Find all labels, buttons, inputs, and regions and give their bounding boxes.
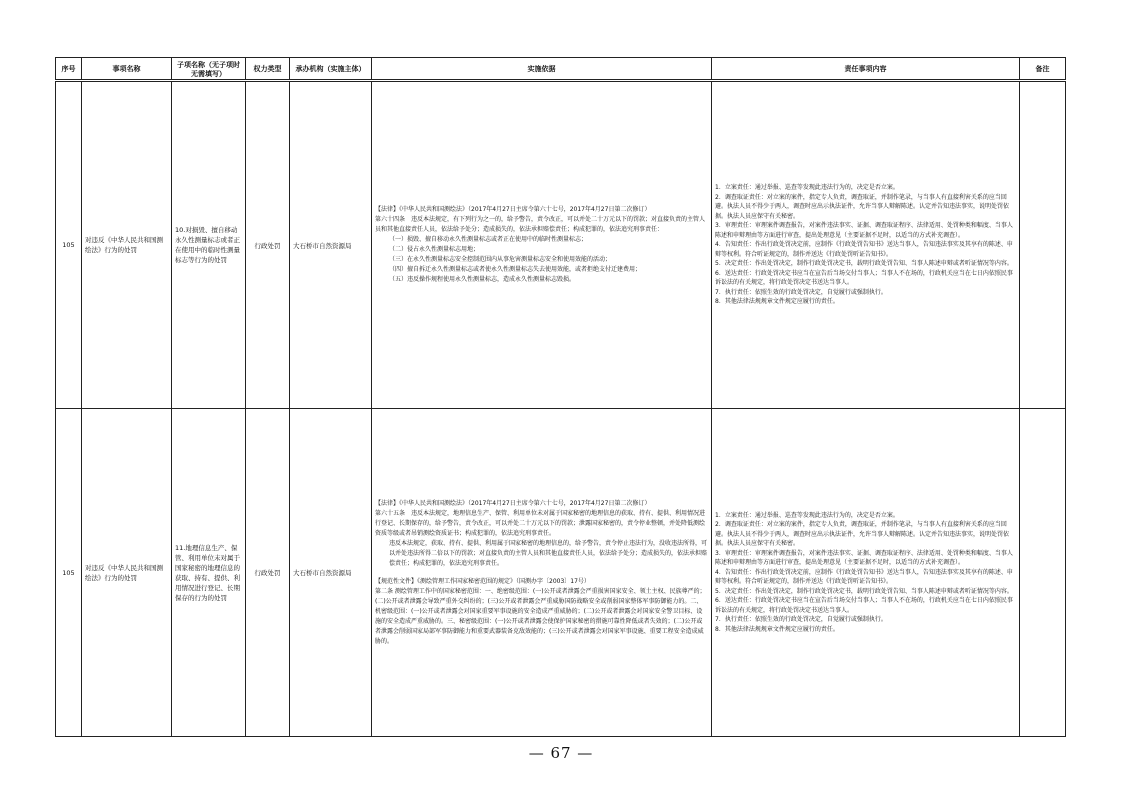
row-power-type: 行政处罚 [246,81,290,409]
basis-paragraph: 【规范性文件】《测绘管理工作国家秘密范围的规定》（国测办字〔2003〕17号） [375,577,590,585]
header-no: 序号 [56,58,82,81]
header-name: 事项名称 [82,58,172,81]
header-type: 权力类型 [246,58,290,81]
row-basis [372,409,712,737]
basis-paragraph: （五）违反操作规程使用永久性测量标志，造成永久性测量标志毁损。 [389,276,576,283]
resp-paragraph: 5．决定责任：作出处罚决定，制作行政处罚决定书，载明行政处罚告知、当事人陈述申辩或者听证情况等内容。 [715,260,1013,268]
basis-paragraph: 【法律】《中华人民共和国测绘法》（2017年4月27日主席令第六十七号，2017年4月27日第二次修订） [375,499,651,507]
basis-paragraph: （二）侵占永久性测量标志用地； [389,246,480,253]
resp-paragraph: 8．其他法律法规规章文件规定应履行的责任。 [715,298,839,306]
header-basis: 实施依据 [372,58,712,81]
resp-paragraph: 5．决定责任：作出处罚决定，制作行政处罚决定书，载明行政处罚告知、当事人陈述申辩或者听证情况等内容。 [715,587,1013,595]
resp-paragraph: 7．执行责任：依照生效的行政处罚决定，自觉履行或强制执行。 [715,288,887,296]
row-no: 105 [56,409,82,737]
row-item-name: 对违反《中华人民共和国测绘法》行为的处罚 [82,409,172,737]
basis-paragraph: 第二条 测绘管理工作中的国家秘密范围：一、绝密级范围：(一)公开或者泄露会严重损害国家安全、领土主权、民族尊严的；(二)公开或者泄露会导致严重外交纠纷的；(三)公开或者泄露会严重威胁国防战略安全或削弱国家整体军事防御能力的。二、机密级范围：(一)公开或者泄露会对国家重要军事设施的安全造成严重威胁的；(二)公开或者泄露会对国家安全警卫目标、设施的安全造成严重威胁的。三、秘密级范围：(一)公开或者泄露会使保护国家秘密的措施可靠性降低或者失效的；(二)公开或者泄露会削弱国家局部军事防御能力和重要武器装备克敌效能的；(三)公开或者泄露会对国家军事设施、重要工程安全造成威胁的。 [375,587,706,645]
resp-paragraph: 1．立案责任：通过举报、巡查等发现此违法行为的，决定是否立案。 [715,511,899,519]
basis-paragraph: 第六十五条 违反本法规定，地理信息生产、保管、利用单位未对属于国家秘密的地理信息的获取、持有、提供、利用情况进行登记、长期保存的，给予警告，责令改正，可以并处二十万元以下的罚款；泄露国家秘密的，责令停业整顿，并处降低测绘资质等级或者吊销测绘资质证书；构成犯罪的，依法追究刑事责任。 [375,509,706,537]
resp-paragraph: 1．立案责任：通过举报、巡查等发现此违法行为的，决定是否立案。 [715,184,899,192]
header-org: 承办机构（实施主体） [290,58,372,81]
row-note [1020,409,1066,737]
row-org: 大石桥市自然资源局 [290,409,372,737]
header-resp: 责任事项内容 [712,58,1020,81]
basis-paragraph: （四）擅自拆迁永久性测量标志或者使永久性测量标志失去使用效能，或者拒绝支付迁建费用； [389,266,642,273]
row-responsibility [712,409,1020,737]
paragraph-gap [375,569,708,577]
resp-paragraph: 2．调查取证责任：对立案的案件，指定专人负责，调查取证，并制作笔录，与当事人有直接利害关系的应当回避。执法人员不得少于两人，调查时应出示执法证件，允许当事人辩解陈述。认定并告知违法事实，说明处罚依据。执法人员应保守有关秘密。 [715,193,1010,220]
resp-paragraph: 6．送达责任：行政处罚决定书应当在宣告后当场交付当事人；当事人不在场的，行政机关应当在七日内依照民事诉讼法的有关规定，将行政处罚决定书送达当事人。 [715,269,1013,287]
resp-paragraph: 2．调查取证责任：对立案的案件，指定专人负责，调查取证，并制作笔录，与当事人有直接利害关系的应当回避。执法人员不得少于两人，调查时应出示执法证件，允许当事人辩解陈述。认定并告知违法事实，说明处罚依据。执法人员应保守有关秘密。 [715,521,1010,548]
table-row [56,409,1066,737]
resp-paragraph: 7．执行责任：依照生效的行政处罚决定，自觉履行或强制执行。 [715,616,887,624]
row-sub-item: 10.对损毁、擅自移动永久性测量标志或者正在使用中的临时性测量标志等行为的处罚 [172,81,246,409]
resp-paragraph: 4．告知责任：作出行政处罚决定前，应制作《行政处罚告知书》送达当事人，告知违法事实及其享有的陈述、申辩等权利。符合听证规定的，制作并送达《行政处罚听证告知书》。 [715,241,1013,258]
row-no: 105 [56,81,82,409]
resp-paragraph: 8．其他法律法规规章文件规定应履行的责任。 [715,625,839,633]
resp-paragraph: 3．审理责任：审理案件调查报告，对案件违法事实、证据、调查取证程序、法律适用、处罚种类和幅度、当事人陈述和申辩理由等方面进行审查，提出处理意见（主要证据不足时，以适当的方式补充调查）。 [715,222,1013,239]
row-responsibility [712,81,1020,409]
power-list-table [55,57,1066,737]
header-sub: 子项名称（无子项时无需填写） [172,58,246,81]
row-note [1020,81,1066,409]
table-row [56,81,1066,409]
row-item-name: 对违反《中华人民共和国测绘法》行为的处罚 [82,81,172,409]
basis-paragraph: （一）损毁、擅自移动永久性测量标志或者正在使用中的临时性测量标志； [389,236,588,243]
basis-paragraph: 违反本法规定，获取、持有、提供、利用属于国家秘密的地理信息的，给予警告，责令停止违法行为，没收违法所得，可以并处违法所得二倍以下的罚款；对直接负责的主管人员和其他直接责任人员，依法给予处分；造成损失的，依法承担赔偿责任；构成犯罪的，依法追究刑事责任。 [389,539,708,567]
table-header-row [56,58,1066,81]
basis-paragraph: 第六十四条 违反本法规定，有下列行为之一的，给予警告，责令改正，可以并处二十万元以下的罚款；对直接负责的主管人员和其他直接责任人员，依法给予处分；造成损失的，依法承担赔偿责任；构成犯罪的，依法追究刑事责任： [375,216,706,233]
page-number: — 67 — [528,744,594,762]
row-power-type: 行政处罚 [246,409,290,737]
basis-paragraph: （三）在永久性测量标志安全控制范围内从事危害测量标志安全和使用效能的活动； [389,256,612,263]
resp-paragraph: 4．告知责任：作出行政处罚决定前，应制作《行政处罚告知书》送达当事人，告知违法事实及其享有的陈述、申辩等权利。符合听证规定的，制作并送达《行政处罚听证告知书》。 [715,568,1013,586]
row-org: 大石桥市自然资源局 [290,81,372,409]
row-basis [372,81,712,409]
resp-paragraph: 3．审理责任：审理案件调查报告，对案件违法事实、证据、调查取证程序、法律适用、处罚种类和幅度、当事人陈述和申辩理由等方面进行审查，提出处理意见（主要证据不足时，以适当的方式补充调查）。 [715,549,1013,567]
row-sub-item: 11.地理信息生产、保管、利用单位未对属于国家秘密的地理信息的获取、持有、提供、利用情况进行登记、长期保存的行为的处罚 [172,409,246,737]
resp-paragraph: 6．送达责任：行政处罚决定书应当在宣告后当场交付当事人；当事人不在场的，行政机关应当在七日内依照民事诉讼法的有关规定，将行政处罚决定书送达当事人。 [715,597,1013,614]
header-note: 备注 [1020,58,1066,81]
basis-paragraph: 【法律】《中华人民共和国测绘法》（2017年4月27日主席令第六十七号，2017年4月27日第二次修订） [375,206,651,213]
